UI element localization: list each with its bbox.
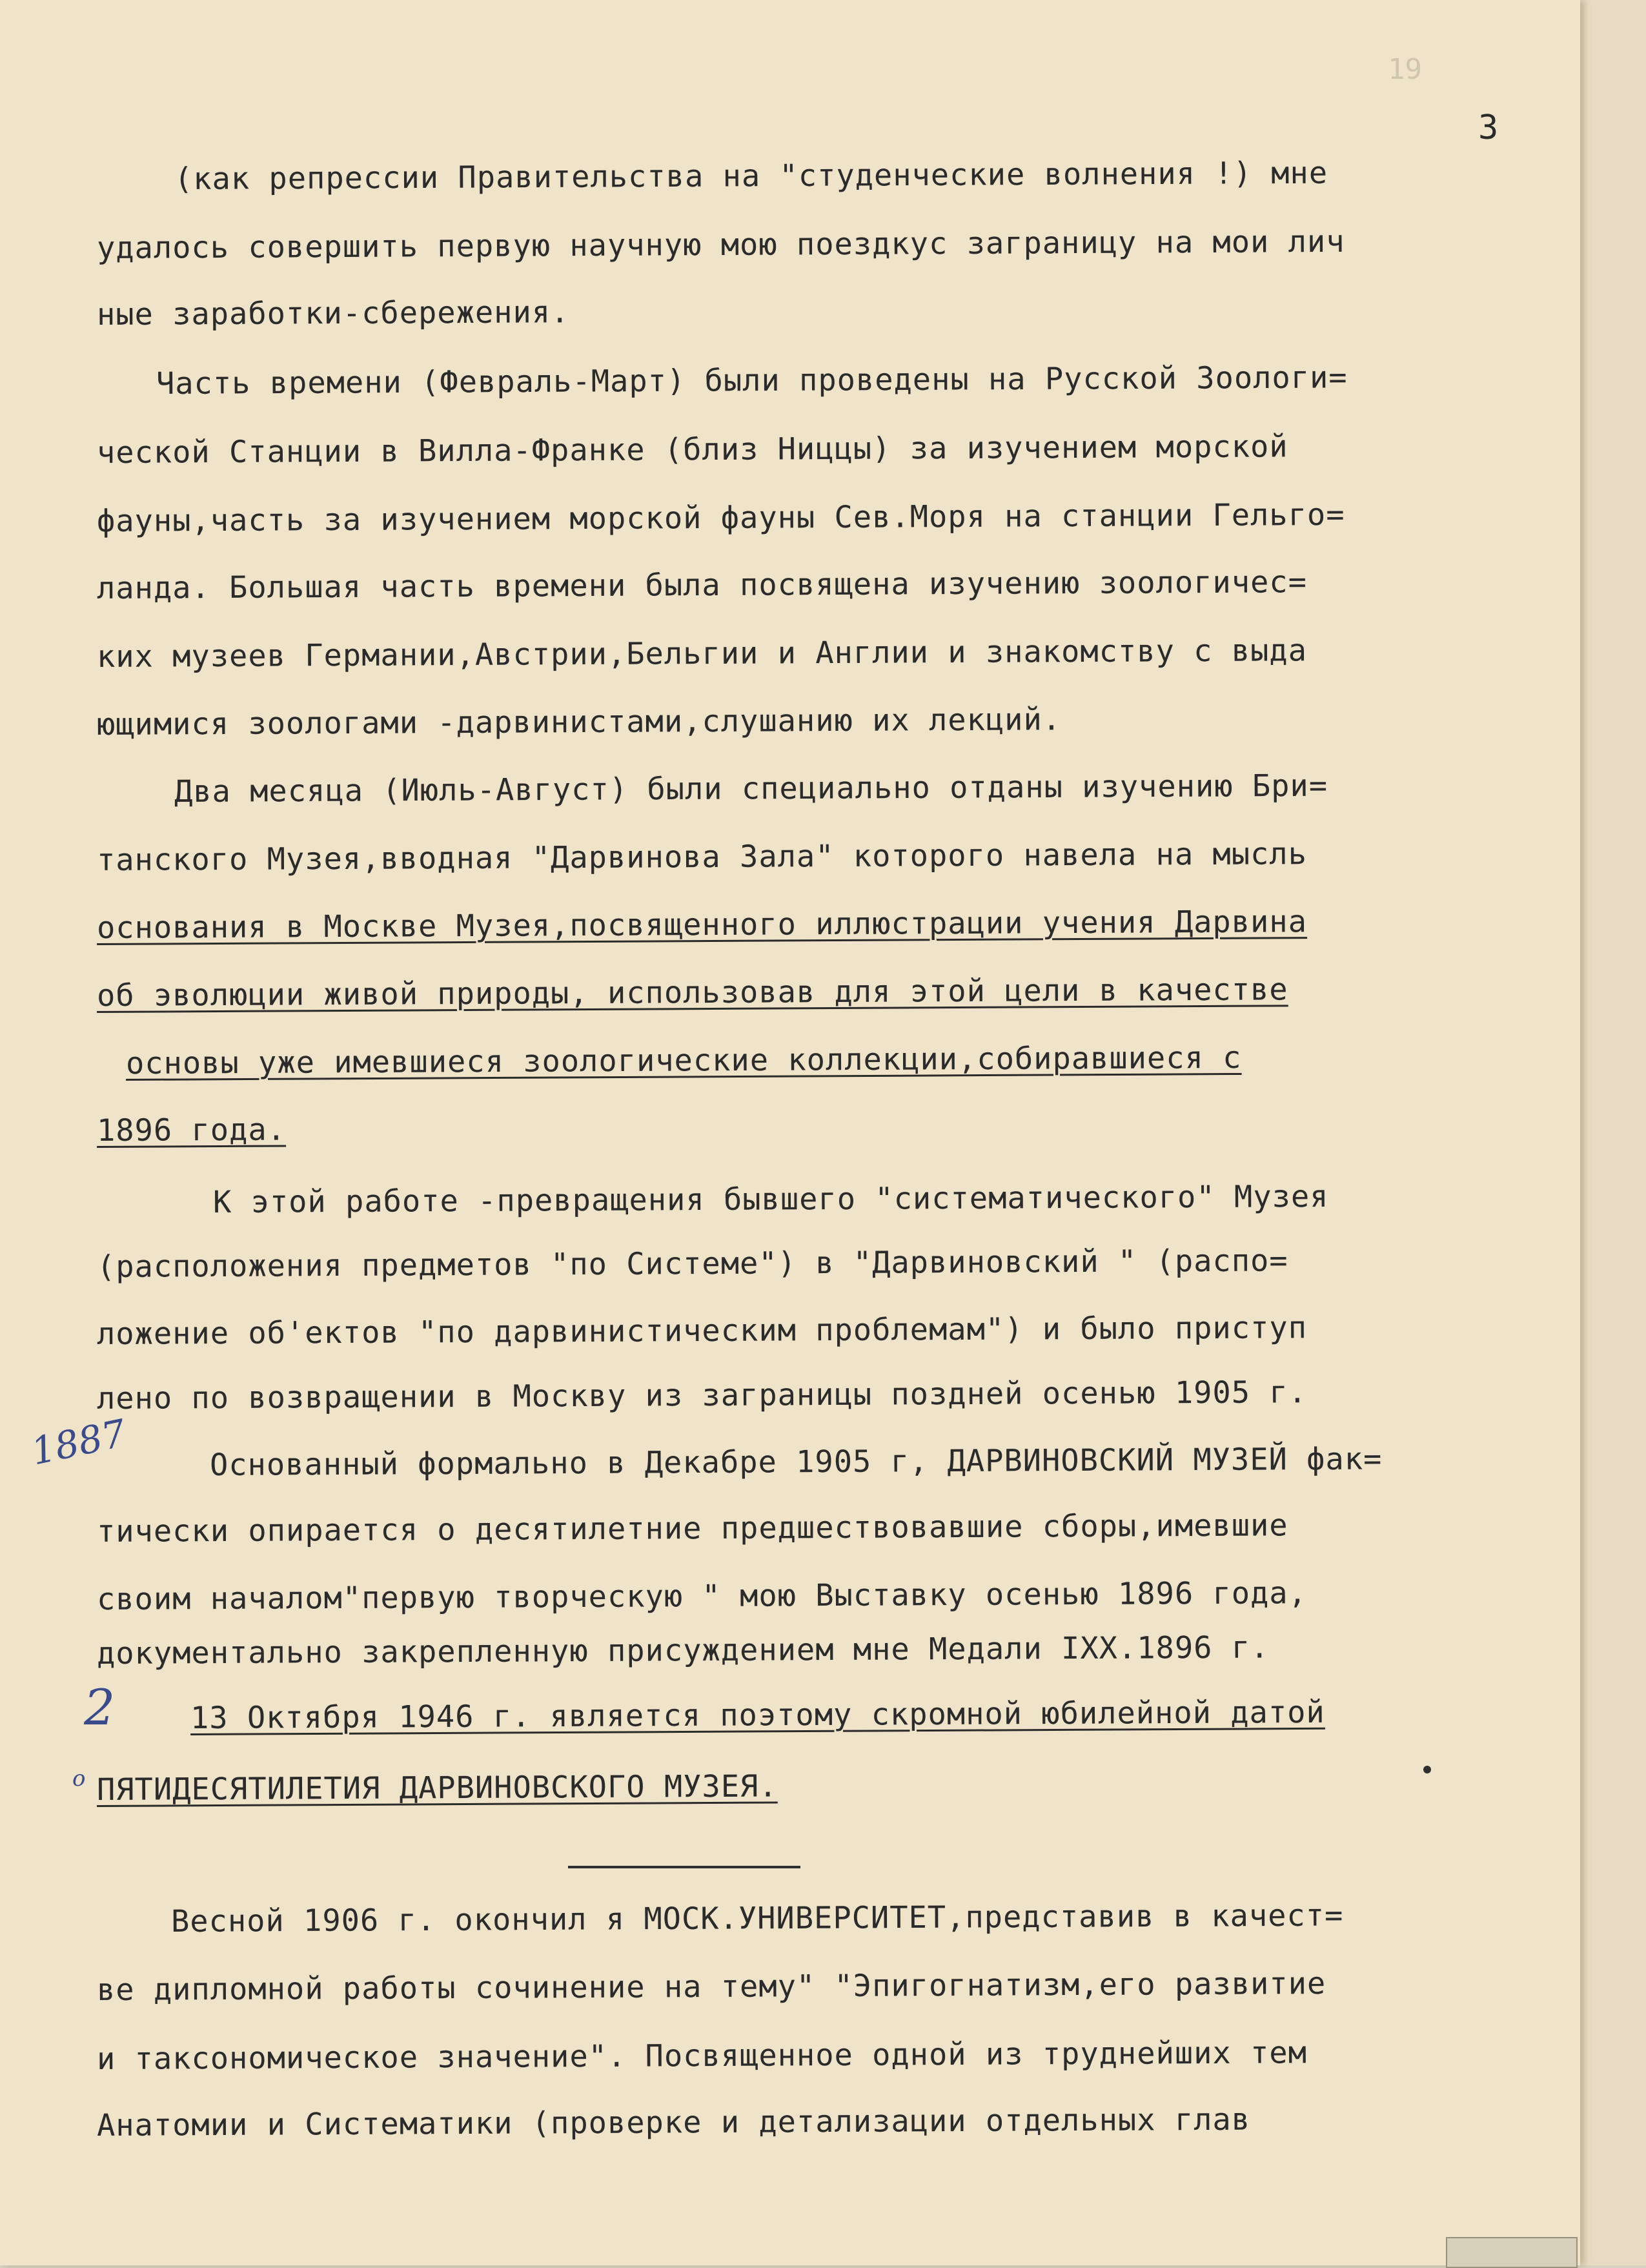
underlined-text-line: основы уже имевшиеся зоологические коллекции,собиравшиеся с — [125, 1039, 1242, 1081]
text-line: (как репрессии Правительства на "студенческие волнения !) мне — [174, 155, 1328, 197]
text-line: К этой работе -превращения бывшего "систематического" Музея — [212, 1178, 1329, 1220]
ink-dot — [1423, 1766, 1431, 1773]
text-line: своим началом"первую творческую " мою Выставку осенью 1896 года, — [96, 1575, 1308, 1617]
handwritten-margin-year: 1887 — [27, 1411, 130, 1474]
text-line: тически опирается о десятилетние предшествовавшие сборы,имевшие — [96, 1507, 1288, 1549]
underlying-page-edge — [1575, 0, 1646, 2265]
underlined-text-line: 13 Октября 1946 г. является поэтому скромной юбилейной датой — [190, 1694, 1325, 1736]
text-line: и таксономическое значение". Посвященное одной из труднейших тем — [96, 2035, 1308, 2077]
text-line: документально закрепленную присуждением мне Медали IXX.1896 г. — [96, 1629, 1270, 1671]
handwritten-margin-digit: 2 — [84, 1679, 116, 1736]
text-line: Весной 1906 г. окончил я МОСК.УНИВЕРСИТЕТ,представив в качест= — [170, 1897, 1344, 1939]
text-line: фауны,часть за изучением морской фауны Сев.Моря на станции Гельго= — [96, 496, 1345, 539]
text-line: Два месяца (Июль-Август) были специально отданы изучению Бри= — [174, 768, 1328, 810]
text-line: Часть времени (Февраль-Март) были проведены на Русской Зоологи= — [156, 360, 1348, 402]
text-line: (расположения предметов "по Системе") в "Дарвиновский " (распо= — [96, 1243, 1288, 1285]
text-line: удалось совершить первую научную мою поездкус заграницу на мои лич — [96, 223, 1345, 266]
text-line: ющимися зоологами -дарвинистами,слушанию их лекций. — [96, 702, 1062, 742]
text-line: Анатомии и Систематики (проверке и детализации отдельных глав — [96, 2101, 1251, 2143]
text-line: ве дипломной работы сочинение на тему" "Эпигогнатизм,его развитие — [96, 1966, 1326, 2008]
underlined-text-line: 1896 года. — [96, 1112, 287, 1149]
page-number: 3 — [1478, 108, 1499, 147]
underlined-text-line: об эволюции живой природы, использовав для этой цели в качестве — [96, 972, 1288, 1014]
text-line: ческой Станции в Вилла-Франке (близ Ниццы) за изучением морской — [96, 429, 1288, 471]
text-line: Основанный формально в Декабре 1905 г, ДАРВИНОВСКИЙ МУЗЕЙ фак= — [209, 1441, 1383, 1483]
text-line: ланда. Большая часть времени была посвящена изучению зоологичес= — [96, 564, 1308, 606]
text-line: ные заработки-сбережения. — [96, 294, 570, 332]
underlined-text-line: ПЯТИДЕСЯТИЛЕТИЯ ДАРВИНОВСКОГО МУЗЕЯ. — [96, 1768, 778, 1808]
underlined-text-line: основания в Москве Музея,посвященного иллюстрации учения Дарвина — [96, 904, 1308, 946]
archive-stamp — [1446, 2237, 1578, 2268]
text-line: лено по возвращении в Москву из заграницы поздней осенью 1905 г. — [96, 1374, 1308, 1416]
text-line: ложение об'ектов "по дарвинистическим проблемам") и было приступ — [96, 1310, 1308, 1352]
show-through-page-number: 19 — [1388, 53, 1422, 86]
text-line: ких музеев Германии,Австрии,Бельгии и Англии и знакомству с выда — [96, 633, 1308, 675]
handwritten-margin-mark: o — [72, 1766, 86, 1792]
text-line: танского Музея,вводная "Дарвинова Зала" которого навела на мысль — [96, 836, 1308, 878]
section-divider — [568, 1866, 800, 1868]
